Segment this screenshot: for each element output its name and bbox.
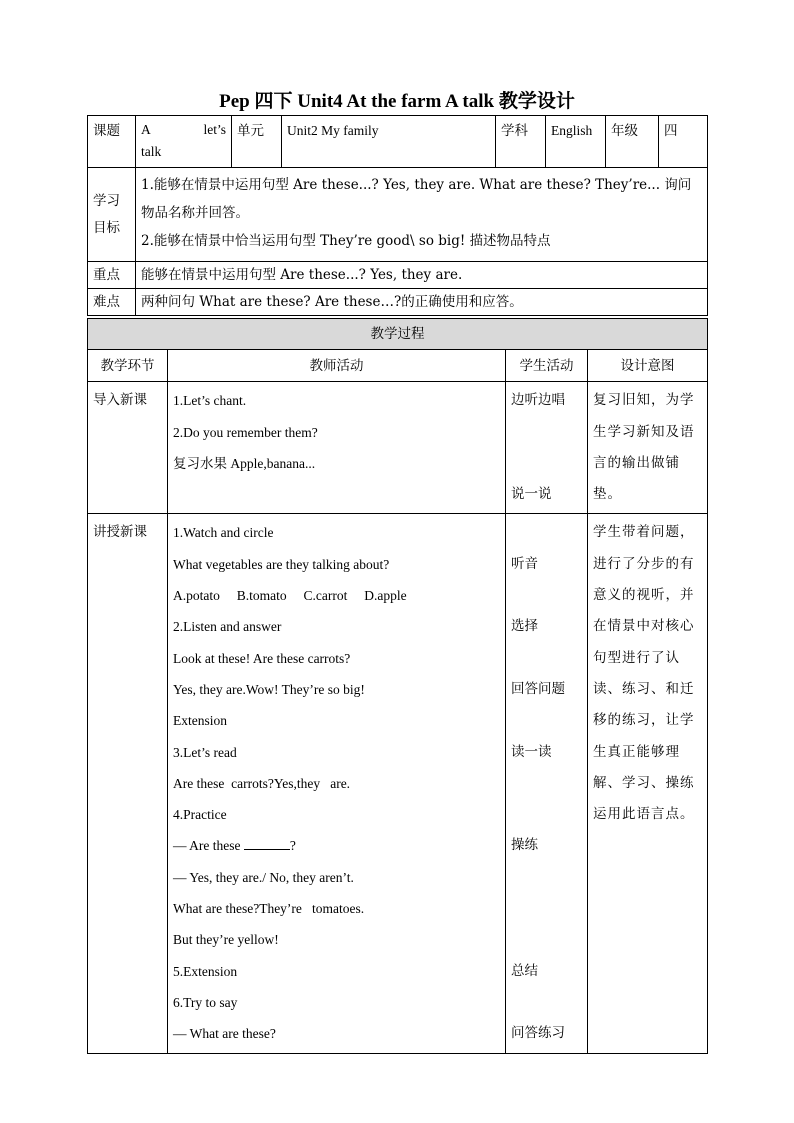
teacher-line: 复习水果 Apple,banana...	[173, 455, 316, 471]
intent-intro: 复习旧知，为学生学习新知及语言的输出做铺垫。	[588, 382, 708, 514]
teacher-line: What are these?They’re tomatoes.	[173, 901, 365, 917]
process-header: 教学过程	[88, 319, 708, 350]
student-line: 操练	[511, 837, 538, 854]
fill-blank	[244, 837, 290, 850]
student-line	[511, 799, 582, 830]
subject-value: English	[546, 116, 606, 168]
teacher-line: Are these carrots?Yes,they are.	[173, 775, 351, 791]
student-line: 回答问题	[511, 680, 565, 697]
teacher-line: 2.Do you remember them?	[173, 424, 318, 440]
student-line: 总结	[511, 962, 538, 979]
teacher-line: Look at these! Are these carrots?	[173, 650, 351, 666]
teacher-line-blank: — Are these ?	[173, 838, 296, 854]
teacher-line: 1.Let’s chant.	[173, 393, 247, 409]
col-teacher: 教师活动	[168, 350, 506, 382]
teacher-line: Extension	[173, 713, 227, 729]
unit-value: Unit2 My family	[282, 116, 496, 168]
stage-intro: 导入新课	[88, 382, 168, 514]
topic-value: A let’s talk	[136, 116, 232, 168]
teacher-line: 4.Practice	[173, 807, 227, 823]
col-intent: 设计意图	[588, 350, 708, 382]
difficulty-value: 两种问句 What are these? Are these…?的正确使用和应答。	[136, 289, 708, 316]
grade-value: 四	[659, 116, 708, 168]
teacher-line: A.potato B.tomato C.carrot D.apple	[173, 588, 407, 604]
teacher-line: 5.Extension	[173, 963, 238, 979]
topic-label: 课题	[88, 116, 136, 168]
difficulty-label: 难点	[88, 289, 136, 316]
teacher-line: Yes, they are.Wow! They’re so big!	[173, 681, 365, 697]
stage-new: 讲授新课	[88, 514, 168, 1053]
teacher-line: 1.Watch and circle	[173, 525, 274, 541]
student-line: 说一说	[511, 486, 552, 503]
student-line: 听音	[511, 555, 538, 572]
teacher-line: — What are these?	[173, 1026, 276, 1042]
student-line	[511, 768, 582, 799]
student-intro	[506, 382, 588, 514]
intent-new: 学生带着问题，进行了分步的有意义的视听，并在情景中对核心句型进行了认读、练习、和迁移的练习，让学生真正能够理解、学习、操练运用此语言点。	[588, 514, 708, 1053]
col-student: 学生活动	[506, 350, 588, 382]
teacher-line: — Yes, they are./ No, they aren’t.	[173, 869, 354, 885]
unit-label: 单元	[232, 116, 282, 168]
teacher-line: 6.Try to say	[173, 994, 238, 1010]
student-line	[511, 924, 582, 955]
student-line	[511, 893, 582, 924]
goal-label: 学习目标	[88, 168, 136, 262]
key-label: 重点	[88, 262, 136, 289]
info-table	[87, 115, 708, 316]
grade-label: 年级	[606, 116, 659, 168]
student-line	[511, 862, 582, 893]
goal-line-3: 2.能够在情景中恰当运用句型 They’re good\ so big! 描述物品特点	[141, 233, 551, 249]
student-line	[511, 580, 582, 611]
key-value: 能够在情景中运用句型 Are these...? Yes, they are.	[136, 262, 708, 289]
teacher-intro	[168, 382, 506, 514]
process-table	[87, 318, 708, 1054]
student-line: 问答练习	[511, 1025, 565, 1042]
student-line: 选择	[511, 618, 538, 635]
goal-line-1: 1.能够在情景中运用句型 Are these...? Yes, they are. What are these? They’re... 询问	[141, 177, 692, 193]
student-line	[511, 517, 582, 548]
student-line	[511, 417, 582, 448]
goal-line-2: 物品名称并回答。	[141, 205, 249, 221]
goal-value	[136, 168, 708, 262]
student-line: 读一读	[511, 743, 552, 760]
teacher-new	[168, 514, 506, 1053]
student-line	[511, 705, 582, 736]
subject-label: 学科	[496, 116, 546, 168]
teacher-line: What vegetables are they talking about?	[173, 556, 390, 572]
col-stage: 教学环节	[88, 350, 168, 382]
student-line	[511, 643, 582, 674]
teacher-line: But they’re yellow!	[173, 932, 279, 948]
teacher-line: 2.Listen and answer	[173, 619, 282, 635]
student-new	[506, 514, 588, 1053]
student-line	[511, 987, 582, 1018]
teacher-line: 3.Let’s read	[173, 744, 237, 760]
page-title: Pep 四下 Unit4 At the farm A talk 教学设计	[219, 91, 575, 112]
student-line	[511, 448, 582, 479]
student-line: 边听边唱	[511, 392, 565, 409]
